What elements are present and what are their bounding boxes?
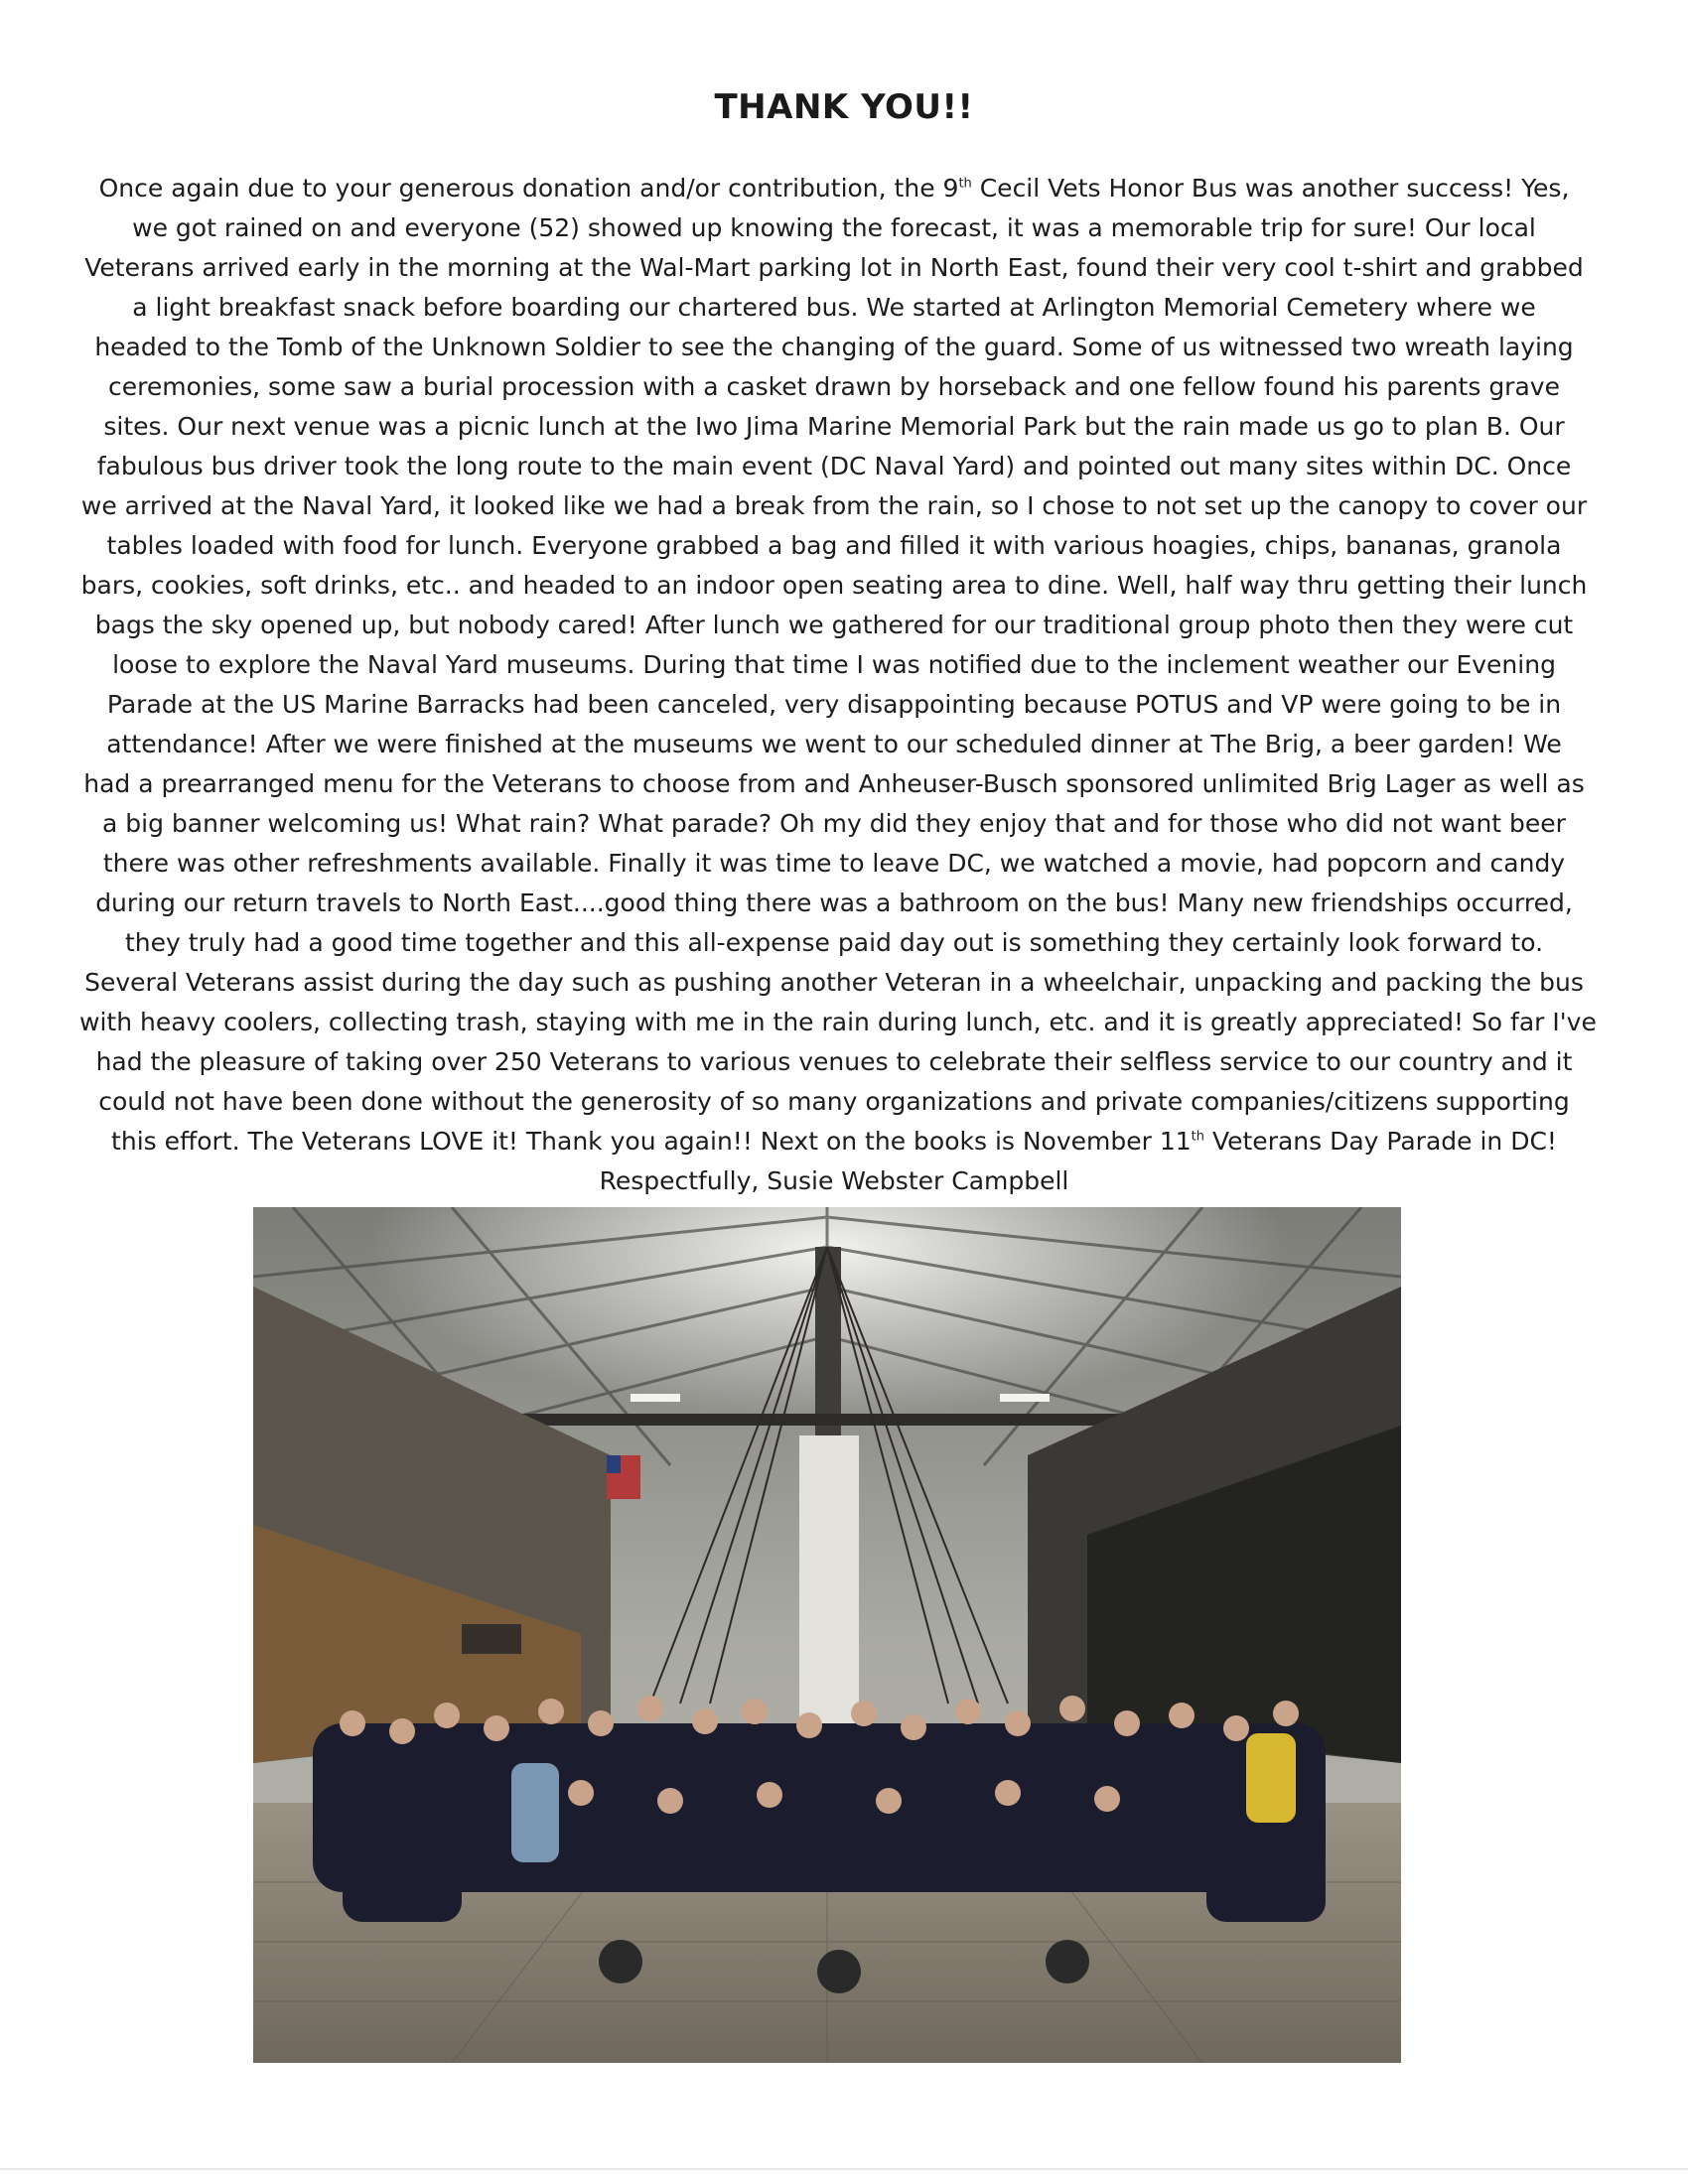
body-line: tables loaded with food for lunch. Everyone grabbed a bag and filled it with various hoagies, chips, bananas, granola (106, 531, 1562, 560)
letter-body (79, 169, 1597, 1201)
body-line: Parade at the US Marine Barracks had been canceled, very disappointing because POTUS and VP were going to be in (106, 690, 1562, 719)
page-title: THANK YOU!! (714, 87, 974, 127)
body-line: a light breakfast snack before boarding our chartered bus. We started at Arlington Memorial Cemetery where we (132, 293, 1536, 322)
body-line: with heavy coolers, collecting trash, staying with me in the rain during lunch, etc. and it is greatly appreciated! So far I've (79, 1008, 1597, 1036)
body-line: a big banner welcoming us! What rain? What parade? Oh my did they enjoy that and for those who did not want beer (102, 809, 1566, 838)
body-line: Once again due to your generous donation and/or contribution, the 9th Cecil Vets Honor Bus was another success! Yes, (98, 174, 1570, 203)
scan-edge (0, 2168, 1688, 2170)
body-line: Veterans arrived early in the morning at the Wal-Mart parking lot in North East, found their very cool t-shirt and grabbed (84, 253, 1584, 282)
body-line: attendance! After we were finished at the museums we went to our scheduled dinner at The Brig, a beer garden! We (106, 730, 1562, 758)
body-line: Several Veterans assist during the day such as pushing another Veteran in a wheelchair, unpacking and packing the bus (84, 968, 1584, 997)
body-line: bags the sky opened up, but nobody cared! After lunch we gathered for our traditional group photo then they were cut (94, 611, 1574, 639)
group-photo (253, 1207, 1401, 2063)
body-line: this effort. The Veterans LOVE it! Thank you again!! Next on the books is November 11th Veterans Day Parade in DC! (111, 1127, 1557, 1156)
body-line: had a prearranged menu for the Veterans to choose from and Anheuser-Busch sponsored unlimited Brig Lager as well as (83, 769, 1585, 798)
body-line: we arrived at the Naval Yard, it looked like we had a break from the rain, so I chose to not set up the canopy to cover our (80, 491, 1588, 520)
body-line: they truly had a good time together and this all-expense paid day out is something they certainly look forward to. (124, 928, 1544, 957)
body-line: loose to explore the Naval Yard museums. During that time I was notified due to the inclement weather our Evening (112, 650, 1556, 679)
body-line: headed to the Tomb of the Unknown Soldier to see the changing of the guard. Some of us witnessed two wreath laying (94, 333, 1574, 361)
signature-line: Respectfully, Susie Webster Campbell (599, 1166, 1069, 1195)
body-line: had the pleasure of taking over 250 Veterans to various venues to celebrate their selfless service to our country and it (95, 1047, 1573, 1076)
body-line: we got rained on and everyone (52) showed up knowing the forecast, it was a memorable trip for sure! Our local (132, 213, 1536, 242)
body-line: there was other refreshments available. Finally it was time to leave DC, we watched a movie, had popcorn and candy (102, 849, 1566, 878)
body-line: during our return travels to North East....good thing there was a bathroom on the bus! Many new friendships occurred, (95, 888, 1573, 917)
body-line: fabulous bus driver took the long route to the main event (DC Naval Yard) and pointed out many sites within DC. Once (96, 452, 1572, 480)
body-line: sites. Our next venue was a picnic lunch at the Iwo Jima Marine Memorial Park but the rain made us go to plan B. Our (103, 412, 1565, 441)
body-line: could not have been done without the generosity of so many organizations and private companies/citizens supporting (98, 1087, 1570, 1116)
body-line: ceremonies, some saw a burial procession with a casket drawn by horseback and one fellow found his parents grave (108, 372, 1560, 401)
body-line: bars, cookies, soft drinks, etc.. and headed to an indoor open seating area to dine. Well, half way thru getting their lunch (80, 571, 1588, 600)
